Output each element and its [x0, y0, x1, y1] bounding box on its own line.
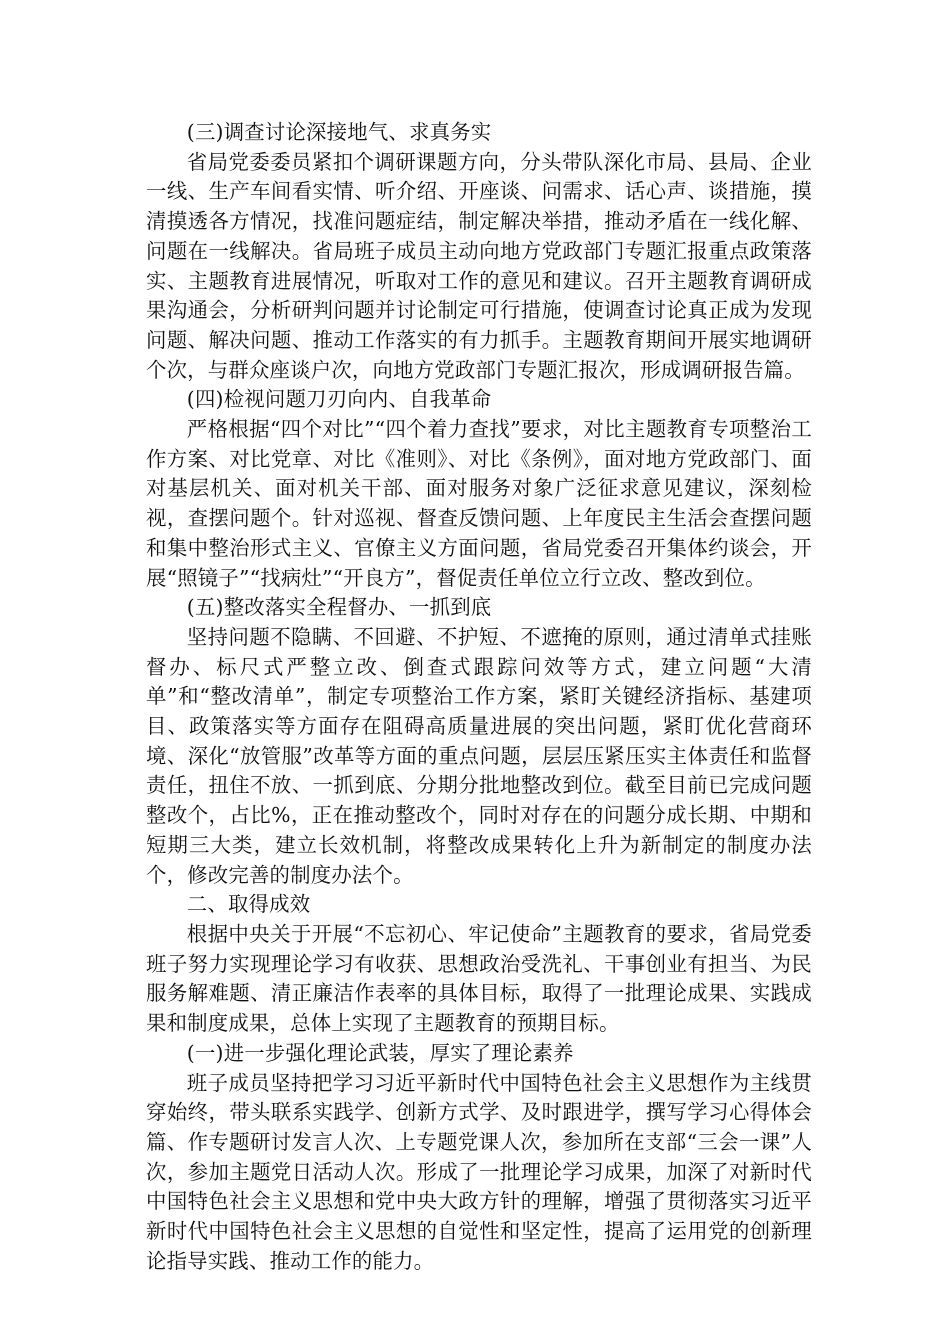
section-heading-theory: (一)进一步强化理论武装，厚实了理论素养: [186, 1040, 574, 1065]
section-heading-investigation: (三)调查讨论深接地气、求真务实: [186, 120, 492, 144]
document-body: [146, 118, 812, 1276]
section-heading-achievements: 二、取得成效: [186, 892, 311, 917]
paragraph-investigation: 省局党委委员紧扣个调研课题方向，分头带队深化市局、县局、企业一线、生产车间看实情、听介绍、开座谈、问需求、话心声、谈措施，摸清摸透各方情况，找准问题症结，制定解决举措，推动矛盾在一线化解、问题在一线解决。省局班子成员主动向地方党政部门专题汇报重点政策落实、主题教育进展情况，听取对工作的意见和建议。召开主题教育调研成果沟通会，分析研判问题并讨论制定可行措施，使调查讨论真正成为发现问题、解决问题、推动工作落实的有力抓手。主题教育期间开展实地调研个次，与群众座谈户次，向地方党政部门专题汇报次，形成调研报告篇。: [146, 149, 812, 382]
paragraph-theory: 班子成员坚持把学习习近平新时代中国特色社会主义思想作为主线贯穿始终，带头联系实践学、创新方式学、及时跟进学，撰写学习心得体会篇、作专题研讨发言人次、上专题党课人次，参加所在支部“三会一课”人次，参加主题党日活动人次。形成了一批理论学习成果，加深了对新时代中国特色社会主义思想和党中央大政方针的理解，增强了贯彻落实习近平新时代中国特色社会主义思想的自觉性和坚定性，提高了运用党的创新理论指导实践、推动工作的能力。: [146, 1070, 812, 1273]
paragraph-rectification: 坚持问题不隐瞒、不回避、不护短、不遮掩的原则，通过清单式挂账督办、标尺式严整立改、倒查式跟踪问效等方式，建立问题“大清单”和“整改清单”，制定专项整治工作方案，紧盯关键经济指标、基建项目、政策落实等方面存在阻碍高质量进展的突出问题，紧盯优化营商环境、深化“放管服”改革等方面的重点问题，层层压紧压实主体责任和监督责任，扭住不放、一抓到底、分期分批地整改到位。截至目前已完成问题整改个，占比%，正在推动整改个，同时对存在的问题分成长期、中期和短期三大类，建立长效机制，将整改成果转化上升为新制定的制度办法个，修改完善的制度办法个。: [146, 624, 812, 887]
section-heading-inspection: (四)检视问题刀刃向内、自我革命: [186, 387, 492, 412]
paragraph-inspection: 严格根据“四个对比”“四个着力查找”要求，对比主题教育专项整治工作方案、对比党章、对比《准则》、对比《条例》，面对地方党政部门、面对基层机关、面对机关干部、面对服务对象广泛征求意见建议，深刻检视，查摆问题个。针对巡视、督查反馈问题、上年度民主生活会查摆问题和集中整治形式主义、官僚主义方面问题，省局党委召开集体约谈会，开展“照镜子”“找病灶”“开良方”，督促责任单位立行立改、整改到位。: [146, 417, 812, 590]
paragraph-achievements: 根据中央关于开展“不忘初心、牢记使命”主题教育的要求，省局党委班子努力实现理论学习有收获、思想政治受洗礼、干事创业有担当、为民服务解难题、清正廉洁作表率的具体目标，取得了一批理论成果、实践成果和制度成果，总体上实现了主题教育的预期目标。: [146, 921, 812, 1036]
section-heading-rectification: (五)整改落实全程督办、一抓到底: [186, 595, 492, 620]
